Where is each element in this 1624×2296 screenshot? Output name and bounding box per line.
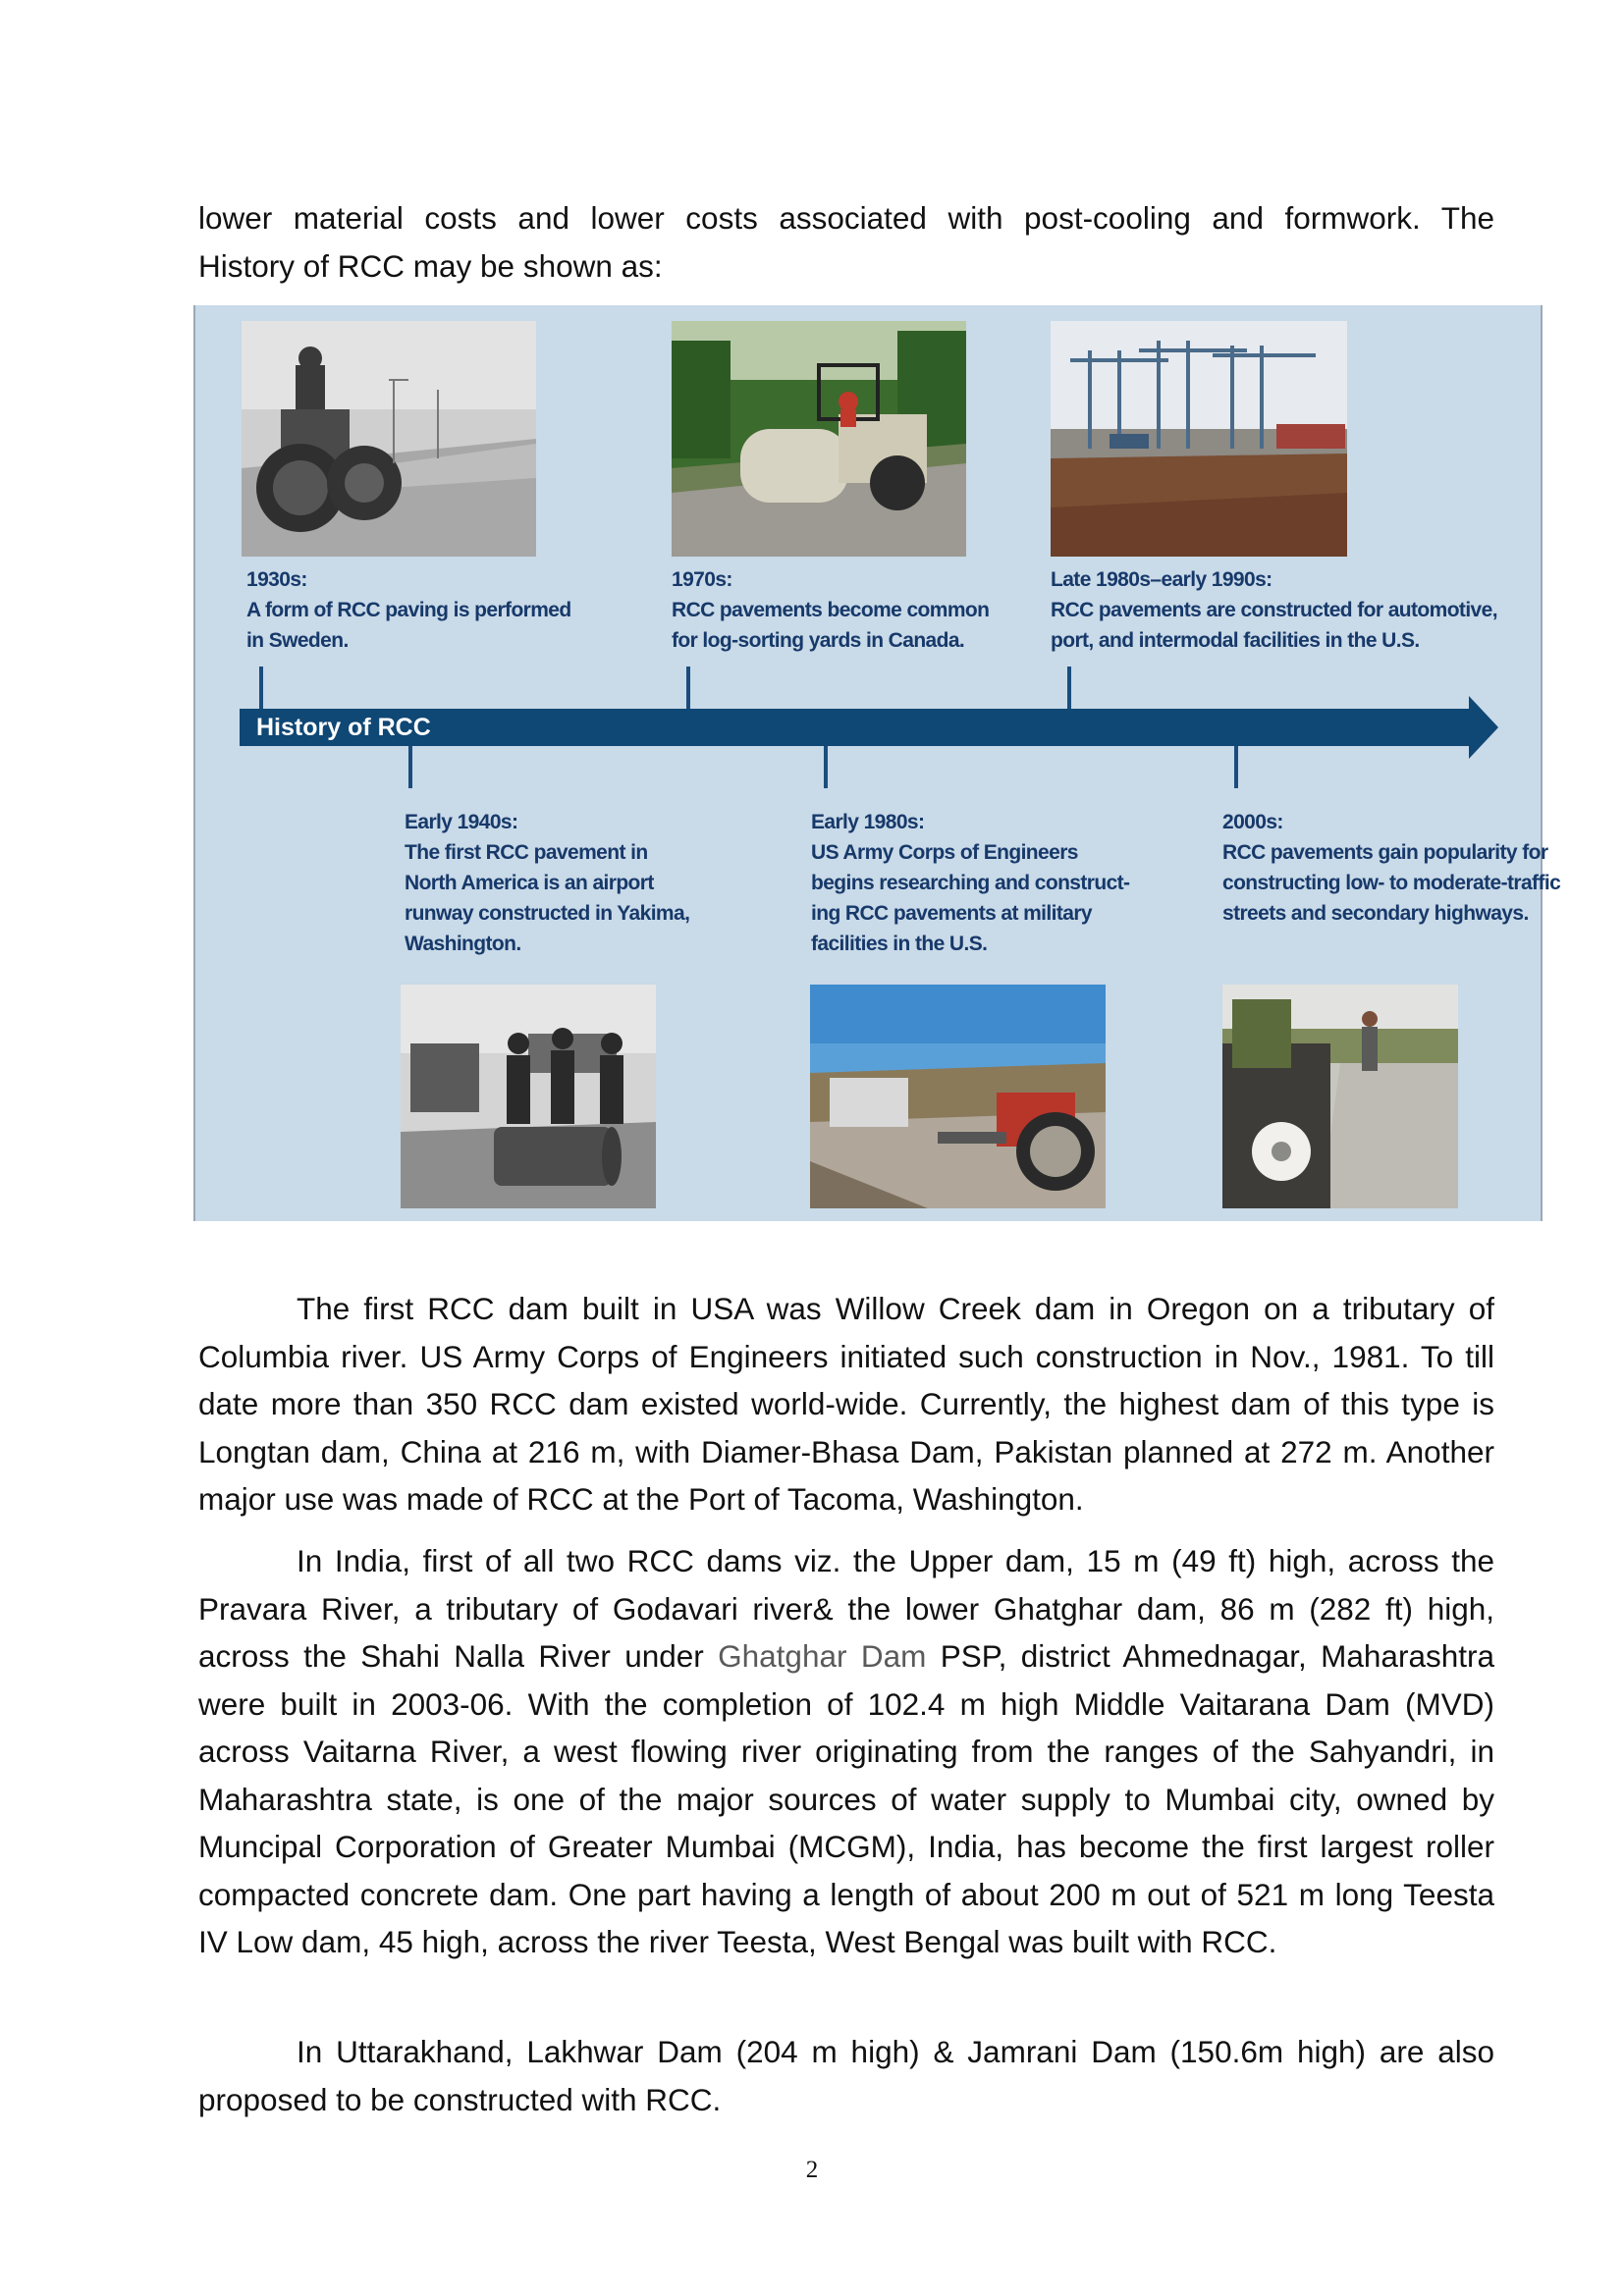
event-1970s-line: for log-sorting yards in Canada. bbox=[672, 629, 965, 652]
intro-paragraph bbox=[198, 194, 1494, 290]
event-early-1940s-line: Washington. bbox=[405, 933, 521, 955]
paragraph-india-part-a: In India, first of all two RCC dams viz. the Upper dam, 15 m (49 ft) high, across the Pravara River, a tributary of Godavari river& the lower Ghatghar dam, 86 m (282 ft) high, across the Shahi Nalla River under bbox=[198, 1543, 1494, 1674]
photo-1980s-military-paving-image bbox=[810, 985, 1106, 1208]
event-early-1980s-line: US Army Corps of Engineers bbox=[811, 841, 1078, 864]
event-1930s-period: 1930s: bbox=[246, 568, 307, 591]
photo-1970s-roller bbox=[672, 321, 966, 557]
event-1930s-line: in Sweden. bbox=[246, 629, 349, 652]
timeline-arrowhead bbox=[1469, 696, 1498, 759]
event-2000s-period: 2000s: bbox=[1222, 811, 1283, 833]
event-late-1980s-line: RCC pavements are constructed for automotive, bbox=[1051, 599, 1497, 621]
photo-1940s-workers-image bbox=[401, 985, 656, 1208]
photo-2000s-paving bbox=[1222, 985, 1458, 1208]
photo-port-cranes bbox=[1051, 321, 1347, 557]
event-early-1980s-line: ing RCC pavements at military bbox=[811, 902, 1093, 925]
event-early-1940s-line: runway constructed in Yakima, bbox=[405, 902, 690, 925]
event-1930s bbox=[246, 564, 571, 656]
event-1930s-line: A form of RCC paving is performed bbox=[246, 599, 571, 621]
event-early-1980s bbox=[811, 807, 1129, 959]
event-1970s-line: RCC pavements become common bbox=[672, 599, 990, 621]
event-2000s-line: streets and secondary highways. bbox=[1222, 902, 1529, 925]
paragraph-willow-creek: The first RCC dam built in USA was Willow Creek dam in Oregon on a tributary of Columbia river. US Army Corps of Engineers initiated such construction in Nov., 1981. To till date more than 350 RCC dam existed world-wide. Currently, the highest dam of this type is Longtan dam, China at 216 m, with Diamer-Bhasa Dam, Pakistan planned at 272 m. Another major use was made of RCC at the Port of Tacoma, Washington. bbox=[198, 1291, 1494, 1517]
intro-line-2: History of RCC may be shown as: bbox=[198, 247, 663, 284]
tick-early-1980s bbox=[824, 744, 828, 788]
paragraph-india-part-b: PSP, district Ahmednagar, Maharashtra were built in 2003-06. With the completion of 102.4 m high Middle Vaitarana Dam (MVD) across Vaitarna River, a west flowing river originating from the ranges of the Sahyandri, in Maharashtra state, is one of the major sources of water supply to Mumbai city, owned by Muncipal Corporation of Greater Mumbai (MCGM), India, has become the first largest roller compacted concrete dam. One part having a length of about 200 m out of 521 m long Teesta IV Low dam, 45 high, across the river Teesta, West Bengal was built with RCC. bbox=[198, 1638, 1494, 1959]
event-1970s-period: 1970s: bbox=[672, 568, 732, 591]
event-early-1980s-period: Early 1980s: bbox=[811, 811, 925, 833]
photo-1930s-roller-image bbox=[242, 321, 536, 557]
timeline-title: History of RCC bbox=[256, 714, 431, 741]
page-number: 2 bbox=[805, 2157, 819, 2183]
event-1970s bbox=[672, 564, 989, 656]
event-early-1980s-line: facilities in the U.S. bbox=[811, 933, 988, 955]
photo-1940s-workers bbox=[401, 985, 656, 1208]
photo-1930s-roller bbox=[242, 321, 536, 557]
event-2000s bbox=[1222, 807, 1560, 929]
event-early-1980s-line: begins researching and construct- bbox=[811, 872, 1130, 894]
event-2000s-line: RCC pavements gain popularity for bbox=[1222, 841, 1548, 864]
photo-1980s-military-paving bbox=[810, 985, 1106, 1208]
event-late-1980s-line: port, and intermodal facilities in the U.S. bbox=[1051, 629, 1420, 652]
photo-port-cranes-image bbox=[1051, 321, 1347, 557]
rcc-history-figure bbox=[193, 305, 1561, 1221]
tick-1970s bbox=[686, 667, 690, 711]
intro-line-1: lower material costs and lower costs associated with post-cooling and formwork. The bbox=[198, 200, 1494, 236]
paragraph-uttarakhand: In Uttarakhand, Lakhwar Dam (204 m high) & Jamrani Dam (150.6m high) are also proposed to be constructed with RCC. bbox=[198, 2034, 1494, 2117]
tick-early-1940s bbox=[408, 744, 412, 788]
event-early-1940s-line: North America is an airport bbox=[405, 872, 654, 894]
tick-1930s bbox=[259, 667, 263, 711]
tick-2000s bbox=[1234, 744, 1238, 788]
paragraph-india bbox=[198, 1537, 1494, 1966]
event-late-1980s-period: Late 1980s–early 1990s: bbox=[1051, 568, 1272, 591]
event-late-1980s bbox=[1051, 564, 1497, 656]
tick-late-1980s bbox=[1067, 667, 1071, 711]
ghatghar-dam-link-text: Ghatghar Dam bbox=[718, 1638, 927, 1674]
photo-1970s-roller-image bbox=[672, 321, 966, 557]
event-early-1940s-line: The first RCC pavement in bbox=[405, 841, 648, 864]
photo-2000s-paving-image bbox=[1222, 985, 1458, 1208]
event-early-1940s bbox=[405, 807, 689, 959]
event-early-1940s-period: Early 1940s: bbox=[405, 811, 518, 833]
event-2000s-line: constructing low- to moderate-traffic bbox=[1222, 872, 1561, 894]
